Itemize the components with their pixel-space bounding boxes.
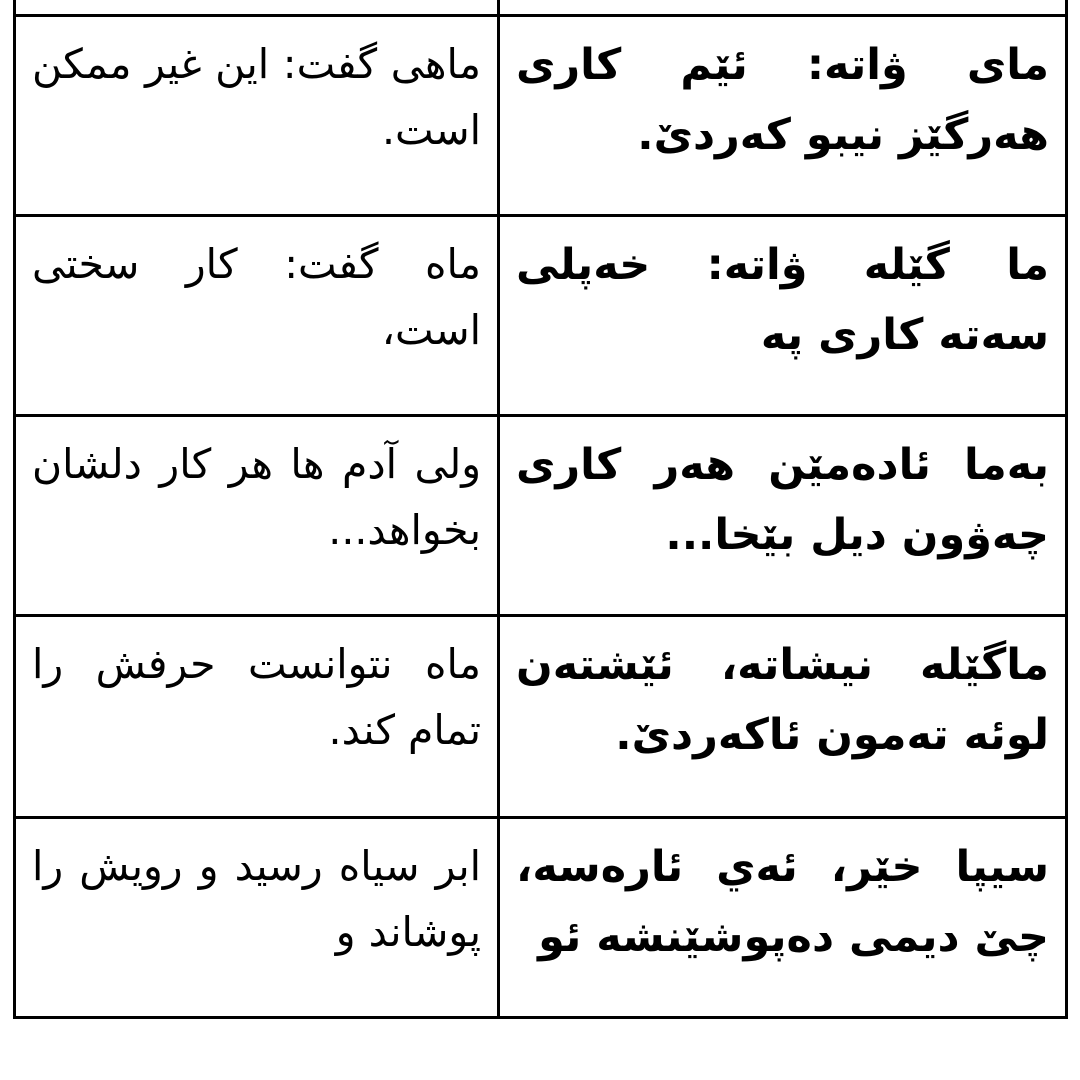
table-row xyxy=(15,16,1067,216)
table-row xyxy=(15,216,1067,416)
kurdish-cell: ما گێله ۋاته: خەپلی سەته کاری پە xyxy=(499,216,1067,416)
persian-cell: ماه نتوانست حرفش را تمام کند. xyxy=(15,616,499,818)
kurdish-cell: بەما ئادەمێن هەر کاری چەۋون دیل بێخا... xyxy=(499,416,1067,616)
persian-cell: ولی آدم ها هر کار دلشان بخواهد... xyxy=(15,416,499,616)
table-row xyxy=(15,818,1067,1018)
persian-cell: ماه گفت: کار سختی است، xyxy=(15,216,499,416)
kurdish-cell: سیپا خێر، ئەي ئارەسە، چێ دیمی دەپوشێنشه ئو xyxy=(499,818,1067,1018)
persian-cell: ماهی گفت: این غیر ممکن است. xyxy=(15,16,499,216)
kurdish-cell: ماگێله نیشاته، ئێشتەن لوئە تەمون ئاکەردێ. xyxy=(499,616,1067,818)
kurdish-cell xyxy=(499,0,1067,16)
kurdish-cell: مای ۋاته: ئێم کاری هەرگێز نیبو کەردێ. xyxy=(499,16,1067,216)
persian-cell xyxy=(15,0,499,16)
persian-cell: ابر سیاه رسید و رویش را پوشاند و xyxy=(15,818,499,1018)
table-row xyxy=(15,0,1067,16)
bilingual-table xyxy=(13,0,1068,1019)
bilingual-table-container xyxy=(13,0,1065,1019)
table-row xyxy=(15,616,1067,818)
table-row xyxy=(15,416,1067,616)
